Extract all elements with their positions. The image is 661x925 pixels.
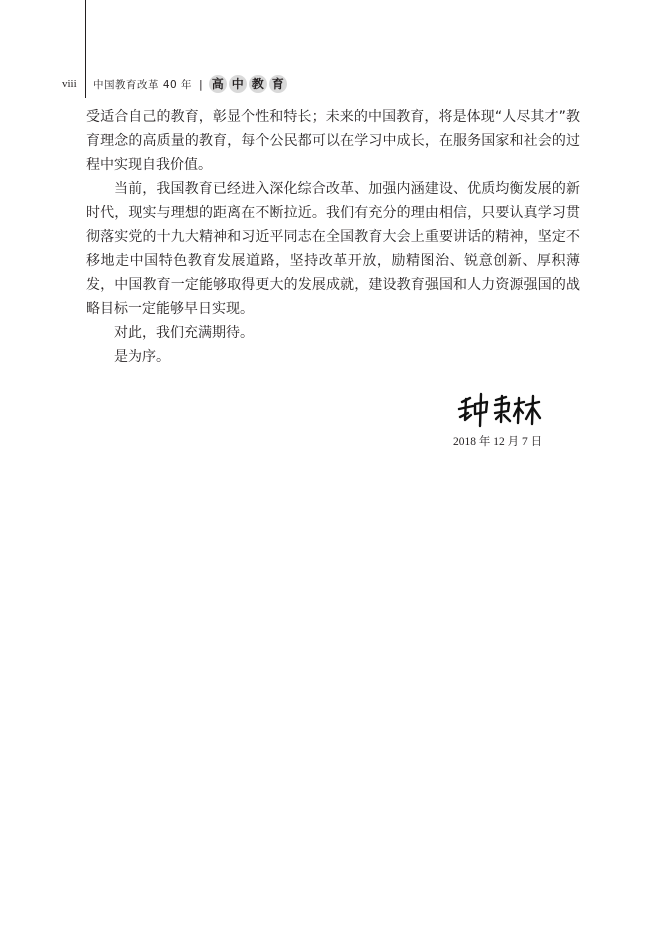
paragraph: 对此，我们充满期待。 [114, 325, 254, 341]
running-header [62, 73, 287, 95]
book-title: 中国教育改革 40 年 [93, 78, 193, 91]
page-number: viii [62, 78, 77, 90]
header-separator: | [199, 77, 203, 91]
paragraph: 是为序。 [114, 349, 170, 365]
series-char-4: 育 [269, 75, 287, 93]
paragraph-continued: 受适合自己的教育，彰显个性和特长；未来的中国教育，将是体现“人尽其才”教育理念的高质量的教育，每个公民都可以在学习中成长，在服务国家和社会的过程中实现自我价值。 [86, 109, 580, 173]
series-char-2: 中 [229, 75, 247, 93]
handwritten-signature [456, 390, 542, 430]
series-title [209, 75, 287, 93]
paragraph: 当前，我国教育已经进入深化综合改革、加强内涵建设、优质均衡发展的新时代，现实与理想的距离在不断拉近。我们有充分的理由相信，只要认真学习贯彻落实党的十九大精神和习近平同志在全国教育大会上重要讲话的精神，坚定不移地走中国特色教育发展道路，坚持改革开放，励精图治、锐意创新、厚积薄发，中国教育一定能够取得更大的发展成就，建设教育强国和人力资源强国的战略目标一定能够早日实现。 [86, 181, 580, 317]
series-char-3: 教 [249, 75, 267, 93]
preface-body [86, 105, 580, 369]
preface-date: 2018 年 12 月 7 日 [453, 436, 543, 448]
series-char-1: 高 [209, 75, 227, 93]
